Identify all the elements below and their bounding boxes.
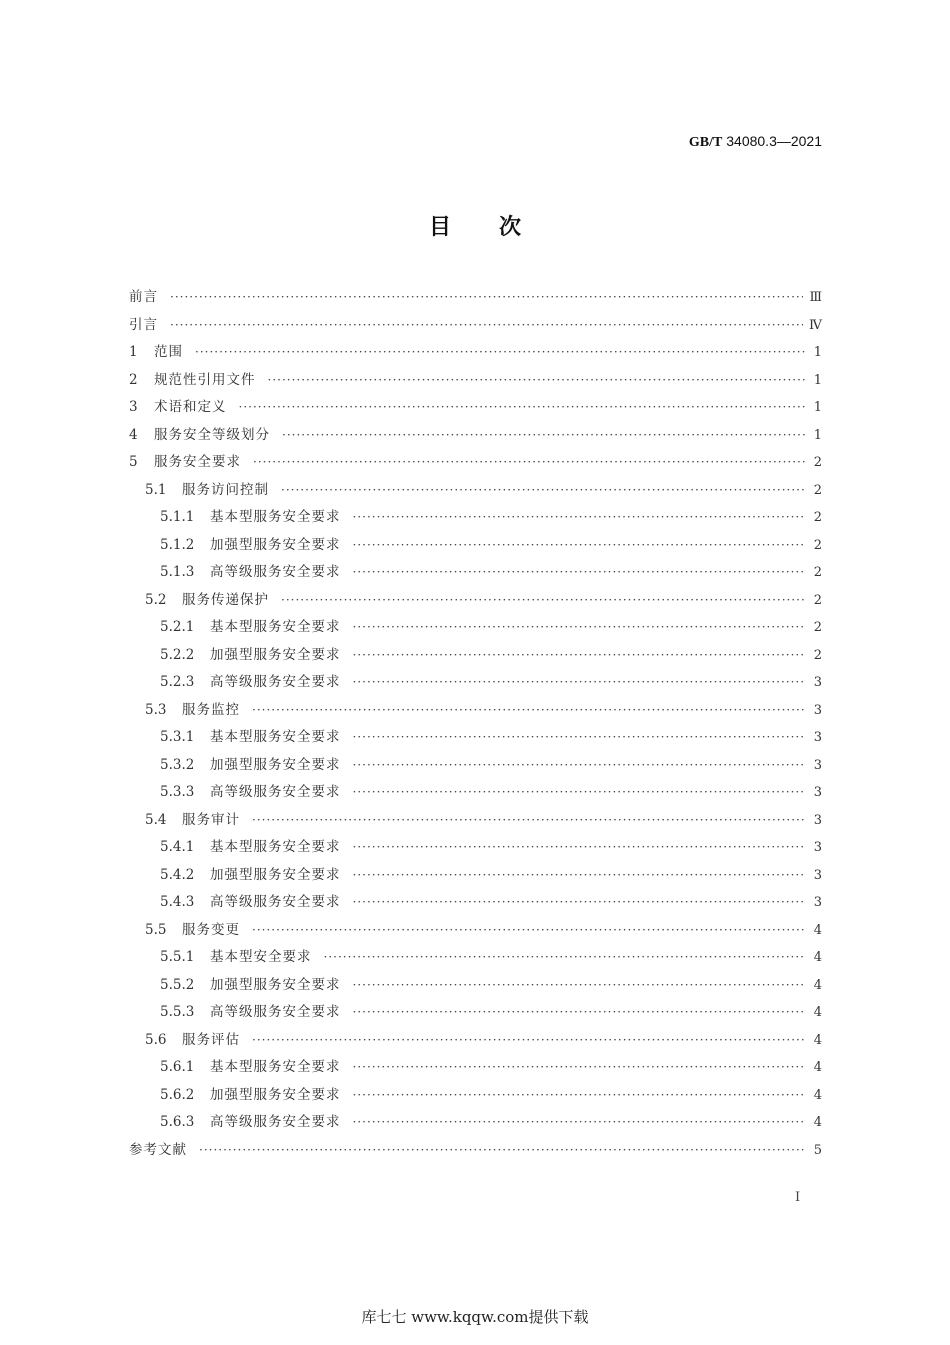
toc-entry-page: 4 (813, 922, 822, 938)
toc-entry-number: 5.2.2 (160, 646, 195, 663)
toc-entry-page: 2 (813, 482, 822, 498)
toc-entry[interactable] (129, 1082, 822, 1110)
dot-leader (170, 312, 803, 340)
toc-entry-page: 2 (813, 620, 822, 635)
toc-entry-label: 前言 (129, 289, 158, 305)
toc-entry[interactable] (129, 559, 822, 587)
toc-entry-label: 加强型服务安全要求 (210, 646, 341, 663)
toc-entry-label: 基本型安全要求 (210, 949, 312, 965)
toc-entry[interactable] (129, 724, 822, 752)
toc-entry-page: 1 (813, 372, 822, 388)
toc-entry-label: 服务安全等级划分 (154, 426, 270, 443)
toc-entry-label: 高等级服务安全要求 (210, 784, 341, 800)
toc-entry-page: 4 (813, 1060, 822, 1075)
dot-leader (353, 752, 807, 780)
toc-entry[interactable] (129, 834, 822, 862)
toc-entry[interactable] (129, 284, 822, 312)
toc-entry-page: 4 (813, 1115, 822, 1130)
dot-leader (239, 394, 807, 422)
standard-prefix: GB/T (688, 135, 723, 150)
toc-entry-label: 服务变更 (182, 921, 240, 938)
toc-entry-page: 5 (813, 1142, 822, 1158)
toc-entry-page: 1 (813, 427, 822, 443)
toc-entry-label: 高等级服务安全要求 (210, 894, 341, 910)
toc-entry-label: 服务评估 (182, 1031, 240, 1048)
dot-leader (353, 504, 807, 532)
toc-entry-number: 5.1.1 (160, 509, 195, 525)
dot-leader (253, 449, 806, 477)
toc-entry[interactable] (129, 779, 822, 807)
toc-entry-page: 3 (813, 785, 822, 800)
toc-entry-page: 3 (813, 812, 822, 828)
toc-entry-page: 4 (813, 1032, 822, 1048)
page-number: I (795, 1190, 801, 1205)
toc-entry-number: 5.6.3 (160, 1114, 195, 1130)
toc-entry-label: 高等级服务安全要求 (210, 564, 341, 580)
toc-entry-number: 5.5.2 (160, 976, 195, 993)
dot-leader (353, 999, 807, 1027)
toc-entry-label: 基本型服务安全要求 (210, 509, 341, 525)
toc-entry-label: 基本型服务安全要求 (210, 839, 341, 855)
toc-entry[interactable] (129, 669, 822, 697)
toc-entry-number: 5.6.2 (160, 1086, 195, 1103)
dot-leader (353, 1109, 807, 1137)
toc-entry-page: 1 (813, 345, 822, 360)
toc-entry-number: 5.2.1 (160, 619, 195, 635)
toc-entry-number: 5.2 (145, 591, 167, 608)
toc-entry-page: 4 (813, 1005, 822, 1020)
toc-entry-page: 3 (813, 702, 822, 718)
toc-entry-number: 5.4.1 (160, 839, 195, 855)
toc-entry-page: Ⅳ (809, 317, 822, 333)
toc-entry-page: 4 (813, 950, 822, 965)
toc-entry-number: 5.5 (145, 921, 167, 938)
toc-entry-page: 2 (813, 537, 822, 553)
toc-entry-number: 5.3.1 (160, 729, 195, 745)
dot-leader (199, 1137, 806, 1165)
toc-entry-number: 2 (129, 371, 138, 388)
toc-entry-label: 加强型服务安全要求 (210, 756, 341, 773)
toc-entry-number: 5.4 (145, 811, 167, 828)
toc-entry-number: 5.3.2 (160, 756, 195, 773)
dot-leader (195, 339, 806, 367)
toc-entry-page: 3 (813, 867, 822, 883)
toc-entry-page: 2 (813, 647, 822, 663)
toc-entry-number: 4 (129, 426, 138, 443)
toc-entry-label: 基本型服务安全要求 (210, 1059, 341, 1075)
toc-entry-number: 5 (129, 454, 138, 470)
toc-entry-page: 2 (813, 565, 822, 580)
toc-entry-page: 4 (813, 977, 822, 993)
dot-leader (353, 972, 807, 1000)
toc-entry-label: 加强型服务安全要求 (210, 1086, 341, 1103)
toc-entry-page: 3 (813, 675, 822, 690)
dot-leader (353, 724, 807, 752)
toc-entry-label: 高等级服务安全要求 (210, 1004, 341, 1020)
toc-entry-number: 5.1.2 (160, 536, 195, 553)
toc-entry[interactable] (129, 367, 822, 395)
dot-leader (281, 477, 806, 505)
toc-entry-label: 服务访问控制 (182, 481, 269, 498)
toc-entry-label: 基本型服务安全要求 (210, 619, 341, 635)
toc-entry-number: 5.5.3 (160, 1004, 195, 1020)
toc-entry[interactable] (129, 614, 822, 642)
toc-entry[interactable] (129, 889, 822, 917)
dot-leader (353, 862, 807, 890)
toc-entry[interactable] (129, 862, 822, 890)
toc-entry[interactable] (129, 752, 822, 780)
toc-entry[interactable] (129, 339, 822, 367)
toc-entry-label: 术语和定义 (154, 399, 227, 415)
toc-entry-page: 2 (813, 455, 822, 470)
toc-entry-label: 高等级服务安全要求 (210, 1114, 341, 1130)
toc-entry-page: 2 (813, 592, 822, 608)
toc-entry[interactable] (129, 1109, 822, 1137)
toc-entry-number: 5.6 (145, 1031, 167, 1048)
toc-entry[interactable] (129, 422, 822, 450)
dot-leader (281, 587, 806, 615)
dot-leader (353, 779, 807, 807)
toc-entry[interactable] (129, 587, 822, 615)
toc-entry[interactable] (129, 944, 822, 972)
page-title: 目次 (428, 215, 569, 240)
toc-entry-label: 规范性引用文件 (154, 371, 256, 388)
toc-entry-page: Ⅲ (809, 290, 822, 305)
dot-leader (324, 944, 807, 972)
toc-entry-label: 服务传递保护 (182, 591, 269, 608)
toc-entry-page: 4 (813, 1087, 822, 1103)
dot-leader (353, 1054, 807, 1082)
toc-entry[interactable] (129, 504, 822, 532)
dot-leader (252, 1027, 806, 1055)
dot-leader (353, 532, 807, 560)
toc-entry-label: 服务监控 (182, 701, 240, 718)
toc-entry-label: 范围 (154, 344, 183, 360)
toc-entry[interactable] (129, 394, 822, 422)
download-footer: 库七七 www.kqqw.com提供下载 (361, 1308, 589, 1326)
dot-leader (353, 614, 807, 642)
toc-entry-label: 加强型服务安全要求 (210, 536, 341, 553)
toc-entry-number: 5.4.2 (160, 866, 195, 883)
toc-entry-page: 1 (813, 400, 822, 415)
toc-entry-label: 加强型服务安全要求 (210, 976, 341, 993)
dot-leader (353, 669, 807, 697)
toc-entry[interactable] (129, 1054, 822, 1082)
toc-entry[interactable] (129, 642, 822, 670)
dot-leader (282, 422, 806, 450)
toc-entry[interactable] (129, 807, 822, 835)
toc-entry-label: 参考文献 (129, 1141, 187, 1158)
dot-leader (252, 697, 806, 725)
toc-entry-number: 5.2.3 (160, 674, 195, 690)
toc-entry-number: 5.3.3 (160, 784, 195, 800)
toc-entry-number: 5.5.1 (160, 949, 195, 965)
dot-leader (353, 1082, 807, 1110)
toc-entry-page: 3 (813, 730, 822, 745)
toc-entry[interactable] (129, 917, 822, 945)
dot-leader (268, 367, 807, 395)
dot-leader (252, 807, 806, 835)
toc-entry-label: 基本型服务安全要求 (210, 729, 341, 745)
toc-entry[interactable] (129, 477, 822, 505)
toc-entry-number: 5.3 (145, 701, 167, 718)
toc-entry[interactable] (129, 999, 822, 1027)
dot-leader (170, 284, 803, 312)
toc-entry-number: 5.4.3 (160, 894, 195, 910)
dot-leader (353, 889, 807, 917)
toc-entry[interactable] (129, 449, 822, 477)
dot-leader (353, 642, 807, 670)
toc-entry-number: 5.1 (145, 481, 167, 498)
toc-entry-page: 3 (813, 757, 822, 773)
dot-leader (252, 917, 806, 945)
toc-entry-label: 引言 (129, 316, 158, 333)
dot-leader (353, 834, 807, 862)
table-of-contents (129, 284, 822, 1164)
toc-entry[interactable] (129, 1137, 822, 1165)
toc-entry-label: 服务审计 (182, 811, 240, 828)
standard-code (689, 133, 822, 151)
toc-entry-number: 5.1.3 (160, 564, 195, 580)
toc-entry[interactable] (129, 697, 822, 725)
toc-entry[interactable] (129, 972, 822, 1000)
toc-entry[interactable] (129, 532, 822, 560)
toc-entry-label: 高等级服务安全要求 (210, 674, 341, 690)
toc-entry-label: 服务安全要求 (154, 454, 241, 470)
dot-leader (353, 559, 807, 587)
toc-entry-number: 1 (129, 344, 138, 360)
toc-entry-number: 3 (129, 399, 138, 415)
toc-entry[interactable] (129, 312, 822, 340)
toc-entry-page: 2 (813, 510, 822, 525)
toc-entry-number: 5.6.1 (160, 1059, 195, 1075)
toc-entry-page: 3 (813, 840, 822, 855)
toc-entry-page: 3 (813, 895, 822, 910)
toc-entry-label: 加强型服务安全要求 (210, 866, 341, 883)
toc-entry[interactable] (129, 1027, 822, 1055)
standard-number: 34080.3—2021 (722, 133, 822, 149)
